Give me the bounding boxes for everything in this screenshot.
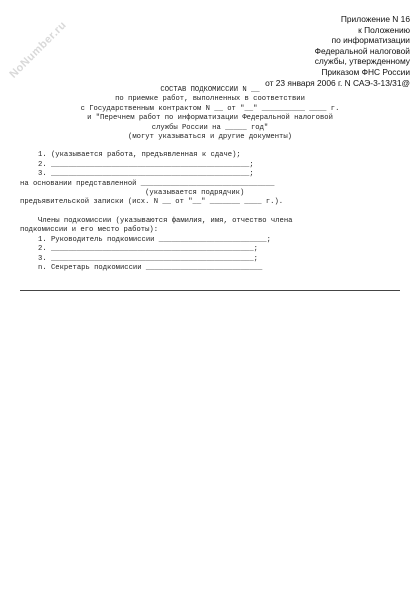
basis-block bbox=[20, 180, 400, 208]
works-list bbox=[20, 151, 400, 179]
appendix-line: к Положению bbox=[358, 24, 410, 35]
title-line: по приемке работ, выполненных в соответствии bbox=[115, 95, 305, 104]
basis-line: на основании представленной _______________________________ bbox=[20, 179, 275, 188]
members-list bbox=[20, 236, 400, 274]
member-item: 1. Руководитель подкомиссии _________________________; bbox=[38, 235, 271, 244]
member-item: 3. _______________________________________________; bbox=[38, 254, 258, 263]
title-line: с Государственным контрактом N __ от "__" __________ ____ г. bbox=[80, 104, 340, 113]
title-line: (могут указываться и другие документы) bbox=[128, 133, 292, 142]
title-line: службы России на _____ год" bbox=[151, 123, 269, 132]
document-body bbox=[20, 86, 400, 273]
appendix-line: Федеральной налоговой bbox=[314, 45, 410, 56]
title-line: и "Перечнем работ по информатизации Федеральной налоговой bbox=[87, 114, 333, 123]
basis-line: предъявительской записки (исх. N __ от "__" _______ ____ г.). bbox=[20, 198, 284, 207]
works-item: 2. ______________________________________________; bbox=[38, 160, 254, 169]
works-item: 3. ______________________________________________; bbox=[38, 170, 254, 179]
members-intro-line: подкомиссии и его место работы): bbox=[20, 226, 159, 235]
members-intro-line: Члены подкомиссии (указываются фамилия, имя, отчество члена bbox=[38, 216, 293, 225]
basis-line: (указывается подрядчик) bbox=[20, 189, 245, 198]
title-line: СОСТАВ ПОДКОМИССИИ N __ bbox=[160, 86, 260, 94]
bottom-divider bbox=[20, 290, 400, 291]
works-item: 1. (указывается работа, предъявленная к сдаче); bbox=[38, 151, 241, 160]
appendix-line: от 23 января 2006 г. N САЭ-3-13/31@ bbox=[265, 77, 410, 88]
members-intro bbox=[20, 217, 400, 236]
member-item: 2. _______________________________________________; bbox=[38, 245, 258, 254]
appendix-line: службы, утвержденному bbox=[314, 56, 410, 67]
member-item: n. Секретарь подкомиссии ___________________________ bbox=[38, 263, 263, 272]
appendix-line: по информатизации bbox=[331, 35, 410, 46]
document-title bbox=[20, 86, 400, 142]
watermark: NoNumber.ru bbox=[7, 19, 69, 81]
appendix-line: Приложение N 16 bbox=[340, 14, 410, 24]
appendix-header bbox=[220, 14, 410, 88]
appendix-line: Приказом ФНС России bbox=[321, 66, 410, 77]
